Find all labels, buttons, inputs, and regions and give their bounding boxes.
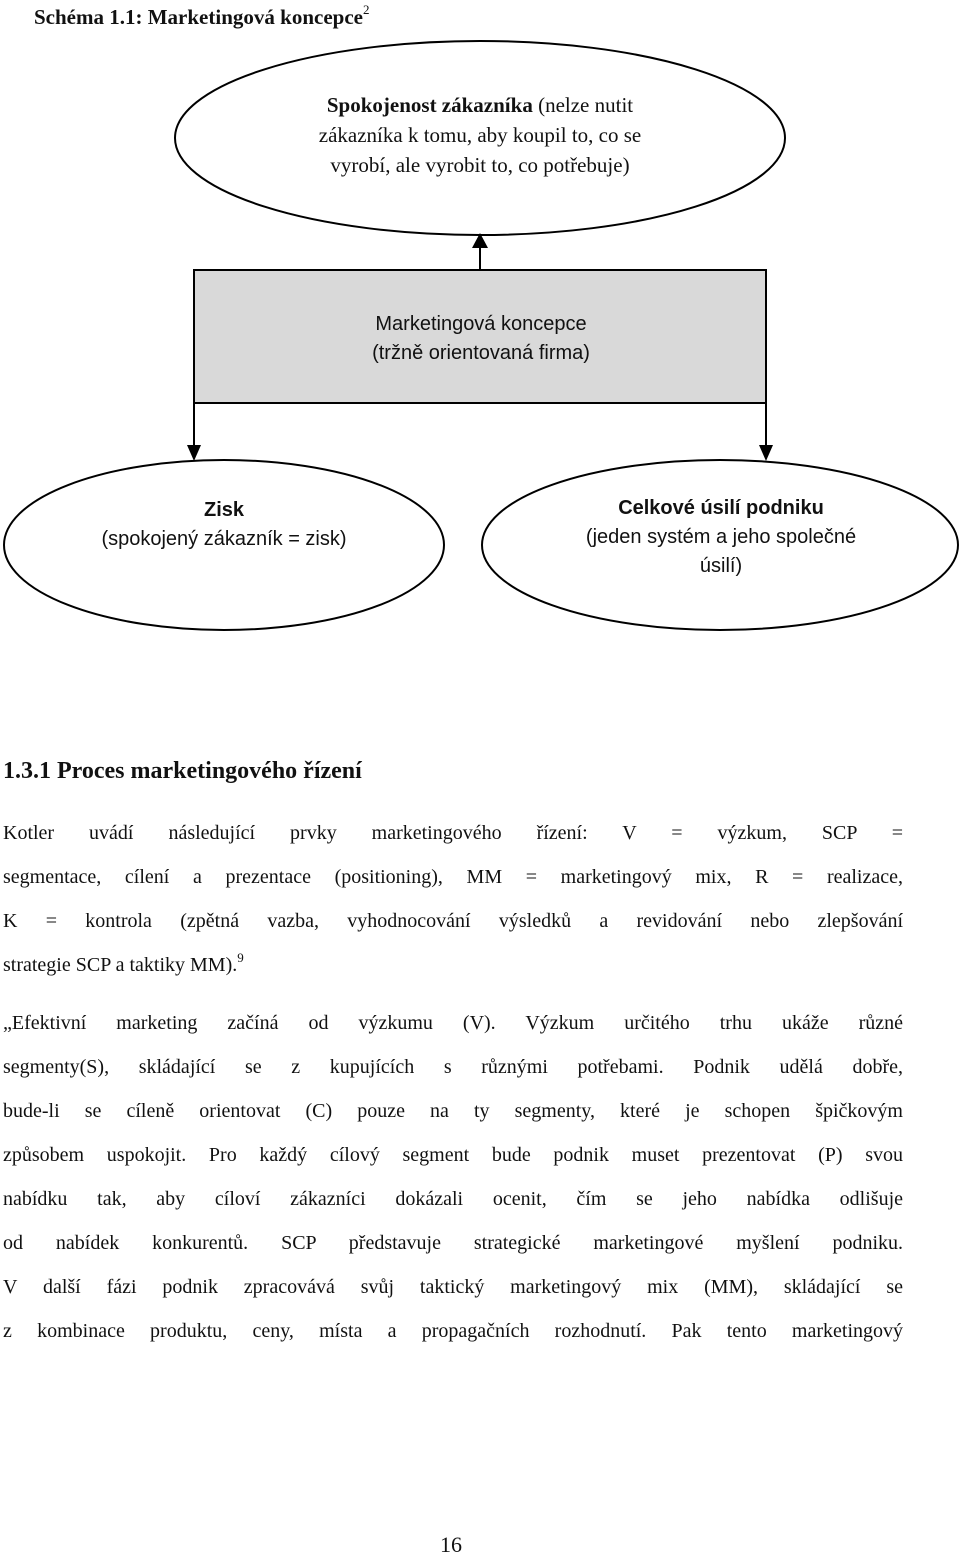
paragraph2-line: od nabídek konkurentů. SCP představuje strategické marketingové myšlení podniku. [3, 1232, 903, 1254]
paragraph1-line: K = kontrola (zpětná vazba, vyhodnocování výsledků a revidování nebo zlepšování [3, 910, 903, 932]
footnote-reference: 9 [237, 950, 244, 965]
left-node-text: Zisk (spokojený zákazník = zisk) [101, 499, 347, 550]
paragraph2-line: z kombinace produktu, ceny, místa a propagačních rozhodnutí. Pak tento marketingový [3, 1320, 903, 1342]
top-node-text: Spokojenost zákazníka (nelze nutit zákazníka k tomu, aby koupil to, co se vyrobí, ale vyrobit to, co potřebuje) [318, 93, 642, 177]
paragraph2-line: bude-li se cíleně orientovat (C) pouze na ty segmenty, které je schopen špičkovým [3, 1100, 903, 1122]
paragraph2-line: V další fázi podnik zpracovává svůj taktický marketingový mix (MM), skládající se [3, 1276, 903, 1298]
paragraph2-line: segmenty(S), skládající se z kupujících s různými potřebami. Podnik udělá dobře, [3, 1056, 903, 1078]
paragraph2-line: „Efektivní marketing začíná od výzkumu (V). Výzkum určitého trhu ukáže různé [3, 1012, 903, 1034]
paragraph1-line: segmentace, cílení a prezentace (positioning), MM = marketingový mix, R = realizace, [3, 866, 903, 888]
paragraph1-last-line: strategie SCP a taktiky MM).$^9$ [3, 950, 244, 976]
paragraph1-line: Kotler uvádí následující prvky marketingového řízení: V = výzkum, SCP = [3, 822, 903, 844]
center-node-text: Marketingová koncepce (tržně orientovaná firma) [372, 313, 590, 364]
paragraph2-line: nabídku tak, aby cíloví zákazníci dokázali ocenit, čím se jeho nabídka odlišuje [3, 1188, 903, 1210]
arrow-left-head [187, 445, 201, 461]
scheme-title: Schéma 1.1: Marketingová koncepce$^2$ [34, 2, 370, 29]
arrow-right-head [759, 445, 773, 461]
right-node-text: Celkové úsilí podniku (jeden systém a jeho společné úsilí) [585, 497, 857, 577]
paragraph2-line: způsobem uspokojit. Pro každý cílový segment bude podnik muset prezentovat (P) svou [3, 1144, 903, 1166]
section-heading: 1.3.1 Proces marketingového řízení [3, 758, 362, 784]
page-number: 16 [440, 1532, 462, 1557]
